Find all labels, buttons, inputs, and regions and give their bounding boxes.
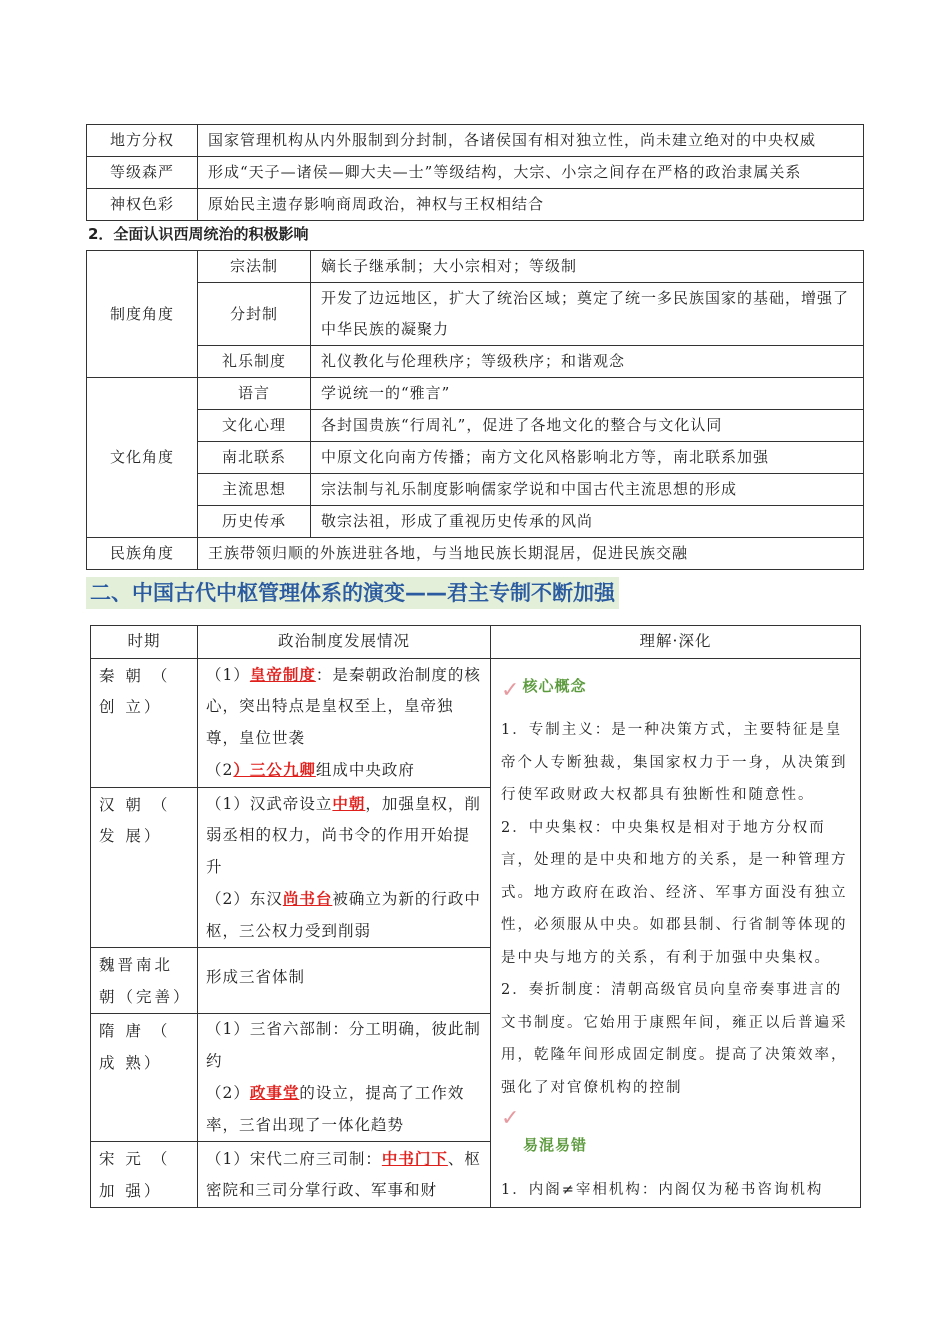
- table-row: [87, 346, 864, 378]
- text-segment: ：是秦朝政治制度的核心，突出特点是皇权至上，皇帝独尊，皇位世袭: [206, 665, 481, 747]
- development-cell: [198, 658, 491, 787]
- row-label: 历史传承: [198, 506, 311, 538]
- development-paragraph: [206, 962, 482, 994]
- core-item: 2．奏折制度：清朝高级官员向皇帝奏事进言的文书制度。它始用于康熙年间，雍正以后普遍采用，乾隆年间形成固定制度。提高了决策效率，强化了对官僚机构的控制: [501, 982, 848, 1096]
- text-segment: （1）宋代二府三司制：: [206, 1149, 382, 1168]
- table-row: [91, 658, 861, 787]
- development-paragraph: [206, 883, 482, 947]
- development-paragraph: [206, 659, 482, 755]
- period-cell: 隋 唐 （ 成 熟）: [91, 1014, 198, 1142]
- core-item: 2．中央集权：中央集权是相对于地方分权而言，处理的是中央和地方的关系，是一种管理方式。地方政府在政治、经济、军事方面没有独立性，必须服从中央。如郡县制、行省制等体现的是中央与地方的关系，有利于加强中央集权。: [501, 819, 848, 966]
- development-paragraph: [206, 1014, 482, 1077]
- table-header-row: [91, 626, 861, 659]
- influence-table: [86, 250, 864, 570]
- table-row: [87, 125, 864, 157]
- row-text: 各封国贵族“行周礼”，促进了各地文化的整合与文化认同: [311, 410, 864, 442]
- row-label: 南北联系: [198, 442, 311, 474]
- development-paragraph: [206, 754, 482, 787]
- key-term: 中朝: [332, 793, 366, 813]
- evolution-table: [90, 625, 861, 1208]
- row-text: 王族带领归顺的外族进驻各地，与当地民族长期混居，促进民族交融: [198, 538, 864, 570]
- text-segment: 被确立为新的行政中枢，三公权力受到削弱: [206, 890, 481, 940]
- header-period: 时期: [91, 626, 198, 659]
- row-label: 分封制: [198, 283, 311, 346]
- period-cell: 汉 朝 （ 发 展）: [91, 787, 198, 948]
- row-text: 中原文化向南方传播；南方文化风格影响北方等，南北联系加强: [311, 442, 864, 474]
- key-term: 皇帝制度: [249, 664, 316, 684]
- checkmark-icon: ✓: [501, 678, 521, 703]
- core-item: 1．专制主义：是一种决策方式，主要特征是皇帝个人专断独裁，集国家权力于一身，从决策到行使军政财政大权都具有独断性和随意性。: [501, 722, 848, 803]
- row-label: 神权色彩: [87, 189, 198, 221]
- development-cell: [198, 1142, 491, 1208]
- text-segment: （1）三省六部制：分工明确，彼此制约: [206, 1020, 481, 1070]
- subheading: 2．全面认识西周统治的积极影响: [88, 225, 309, 243]
- development-paragraph: [206, 1077, 482, 1141]
- development-cell: [198, 787, 491, 948]
- row-text: 宗法制与礼乐制度影响儒家学说和中国古代主流思想的形成: [311, 474, 864, 506]
- row-text: 嫡长子继承制；大小宗相对；等级制: [311, 251, 864, 283]
- row-label: 礼乐制度: [198, 346, 311, 378]
- core-concept-title: 核心概念: [522, 676, 587, 695]
- table-row: [87, 538, 864, 570]
- row-text: 形成“天子—诸侯—卿大夫—士”等级结构，大宗、小宗之间存在严格的政治隶属关系: [198, 157, 864, 189]
- group-label: 文化角度: [87, 378, 198, 538]
- table-row: [87, 410, 864, 442]
- row-text: 原始民主遗存影响商周政治，神权与王权相结合: [198, 189, 864, 221]
- row-text: 学说统一的“雅言”: [311, 378, 864, 410]
- key-term: 政事堂: [249, 1083, 300, 1102]
- table-row: [87, 157, 864, 189]
- text-segment: （2: [206, 761, 234, 779]
- key-term: 尚书台: [282, 889, 333, 908]
- row-text: 礼仪教化与伦理秩序；等级秩序；和谐观念: [311, 346, 864, 378]
- section-title: 二、中国古代中枢管理体系的演变——君主专制不断加强: [86, 577, 619, 609]
- row-label: 等级森严: [87, 157, 198, 189]
- period-cell: 秦 朝 （ 创 立）: [91, 658, 198, 787]
- period-cell: 魏晋南北朝（完善）: [91, 948, 198, 1014]
- row-label: 宗法制: [198, 251, 311, 283]
- development-cell: [198, 1014, 491, 1142]
- confusion-heading: [501, 1108, 852, 1162]
- text-segment: （2）: [206, 1084, 250, 1102]
- text-segment: 组成中央政府: [315, 761, 415, 779]
- header-understanding: 理解·深化: [491, 626, 861, 659]
- row-label: 文化心理: [198, 410, 311, 442]
- confusion-title: 易混易错: [523, 1136, 588, 1154]
- text-segment: 形成三省体制: [206, 968, 306, 986]
- development-cell: [198, 948, 491, 1014]
- row-label: 语言: [198, 378, 311, 410]
- group-label: 民族角度: [87, 538, 198, 570]
- development-paragraph: [206, 1143, 482, 1207]
- group-label: 制度角度: [87, 251, 198, 378]
- row-text: 开发了边远地区，扩大了统治区域；奠定了统一多民族国家的基础，增强了中华民族的凝聚力: [311, 283, 864, 346]
- key-term: 中书门下: [381, 1148, 448, 1168]
- text-segment: （1）: [206, 665, 250, 684]
- table-row: [87, 442, 864, 474]
- development-paragraph: [206, 788, 482, 884]
- period-cell: 宋 元 （ 加 强）: [91, 1142, 198, 1208]
- row-label: 主流思想: [198, 474, 311, 506]
- table-row: [87, 189, 864, 221]
- table-row: [87, 506, 864, 538]
- checkmark-icon: ✓: [501, 1106, 521, 1131]
- row-text: 国家管理机构从内外服制到分封制，各诸侯国有相对独立性，尚未建立绝对的中央权威: [198, 125, 864, 157]
- table-row: [87, 378, 864, 410]
- row-text: 敬宗法祖，形成了重视历史传承的风尚: [311, 506, 864, 538]
- table-row: [87, 283, 864, 346]
- text-segment: 的设立，提高了工作效率，三省出现了一体化趋势: [206, 1084, 465, 1134]
- features-table: [86, 124, 864, 221]
- table-row: [87, 251, 864, 283]
- core-concept-heading: [501, 671, 852, 703]
- header-development: 政治制度发展情况: [198, 626, 491, 659]
- key-term: ）三公九卿: [233, 760, 316, 779]
- text-segment: 、枢密院和三司分掌行政、军事和财: [206, 1149, 481, 1199]
- row-label: 地方分权: [87, 125, 198, 157]
- text-segment: （2）东汉: [206, 890, 283, 908]
- understanding-cell: [491, 658, 861, 1208]
- text-segment: （1）汉武帝设立: [206, 794, 333, 813]
- text-segment: ，加强皇权，削弱丞相的权力，尚书令的作用开始提升: [206, 794, 481, 876]
- confusion-item: 1．内阁≠宰相机构：内阁仅为秘书咨询机构: [501, 1181, 824, 1198]
- table-row: [87, 474, 864, 506]
